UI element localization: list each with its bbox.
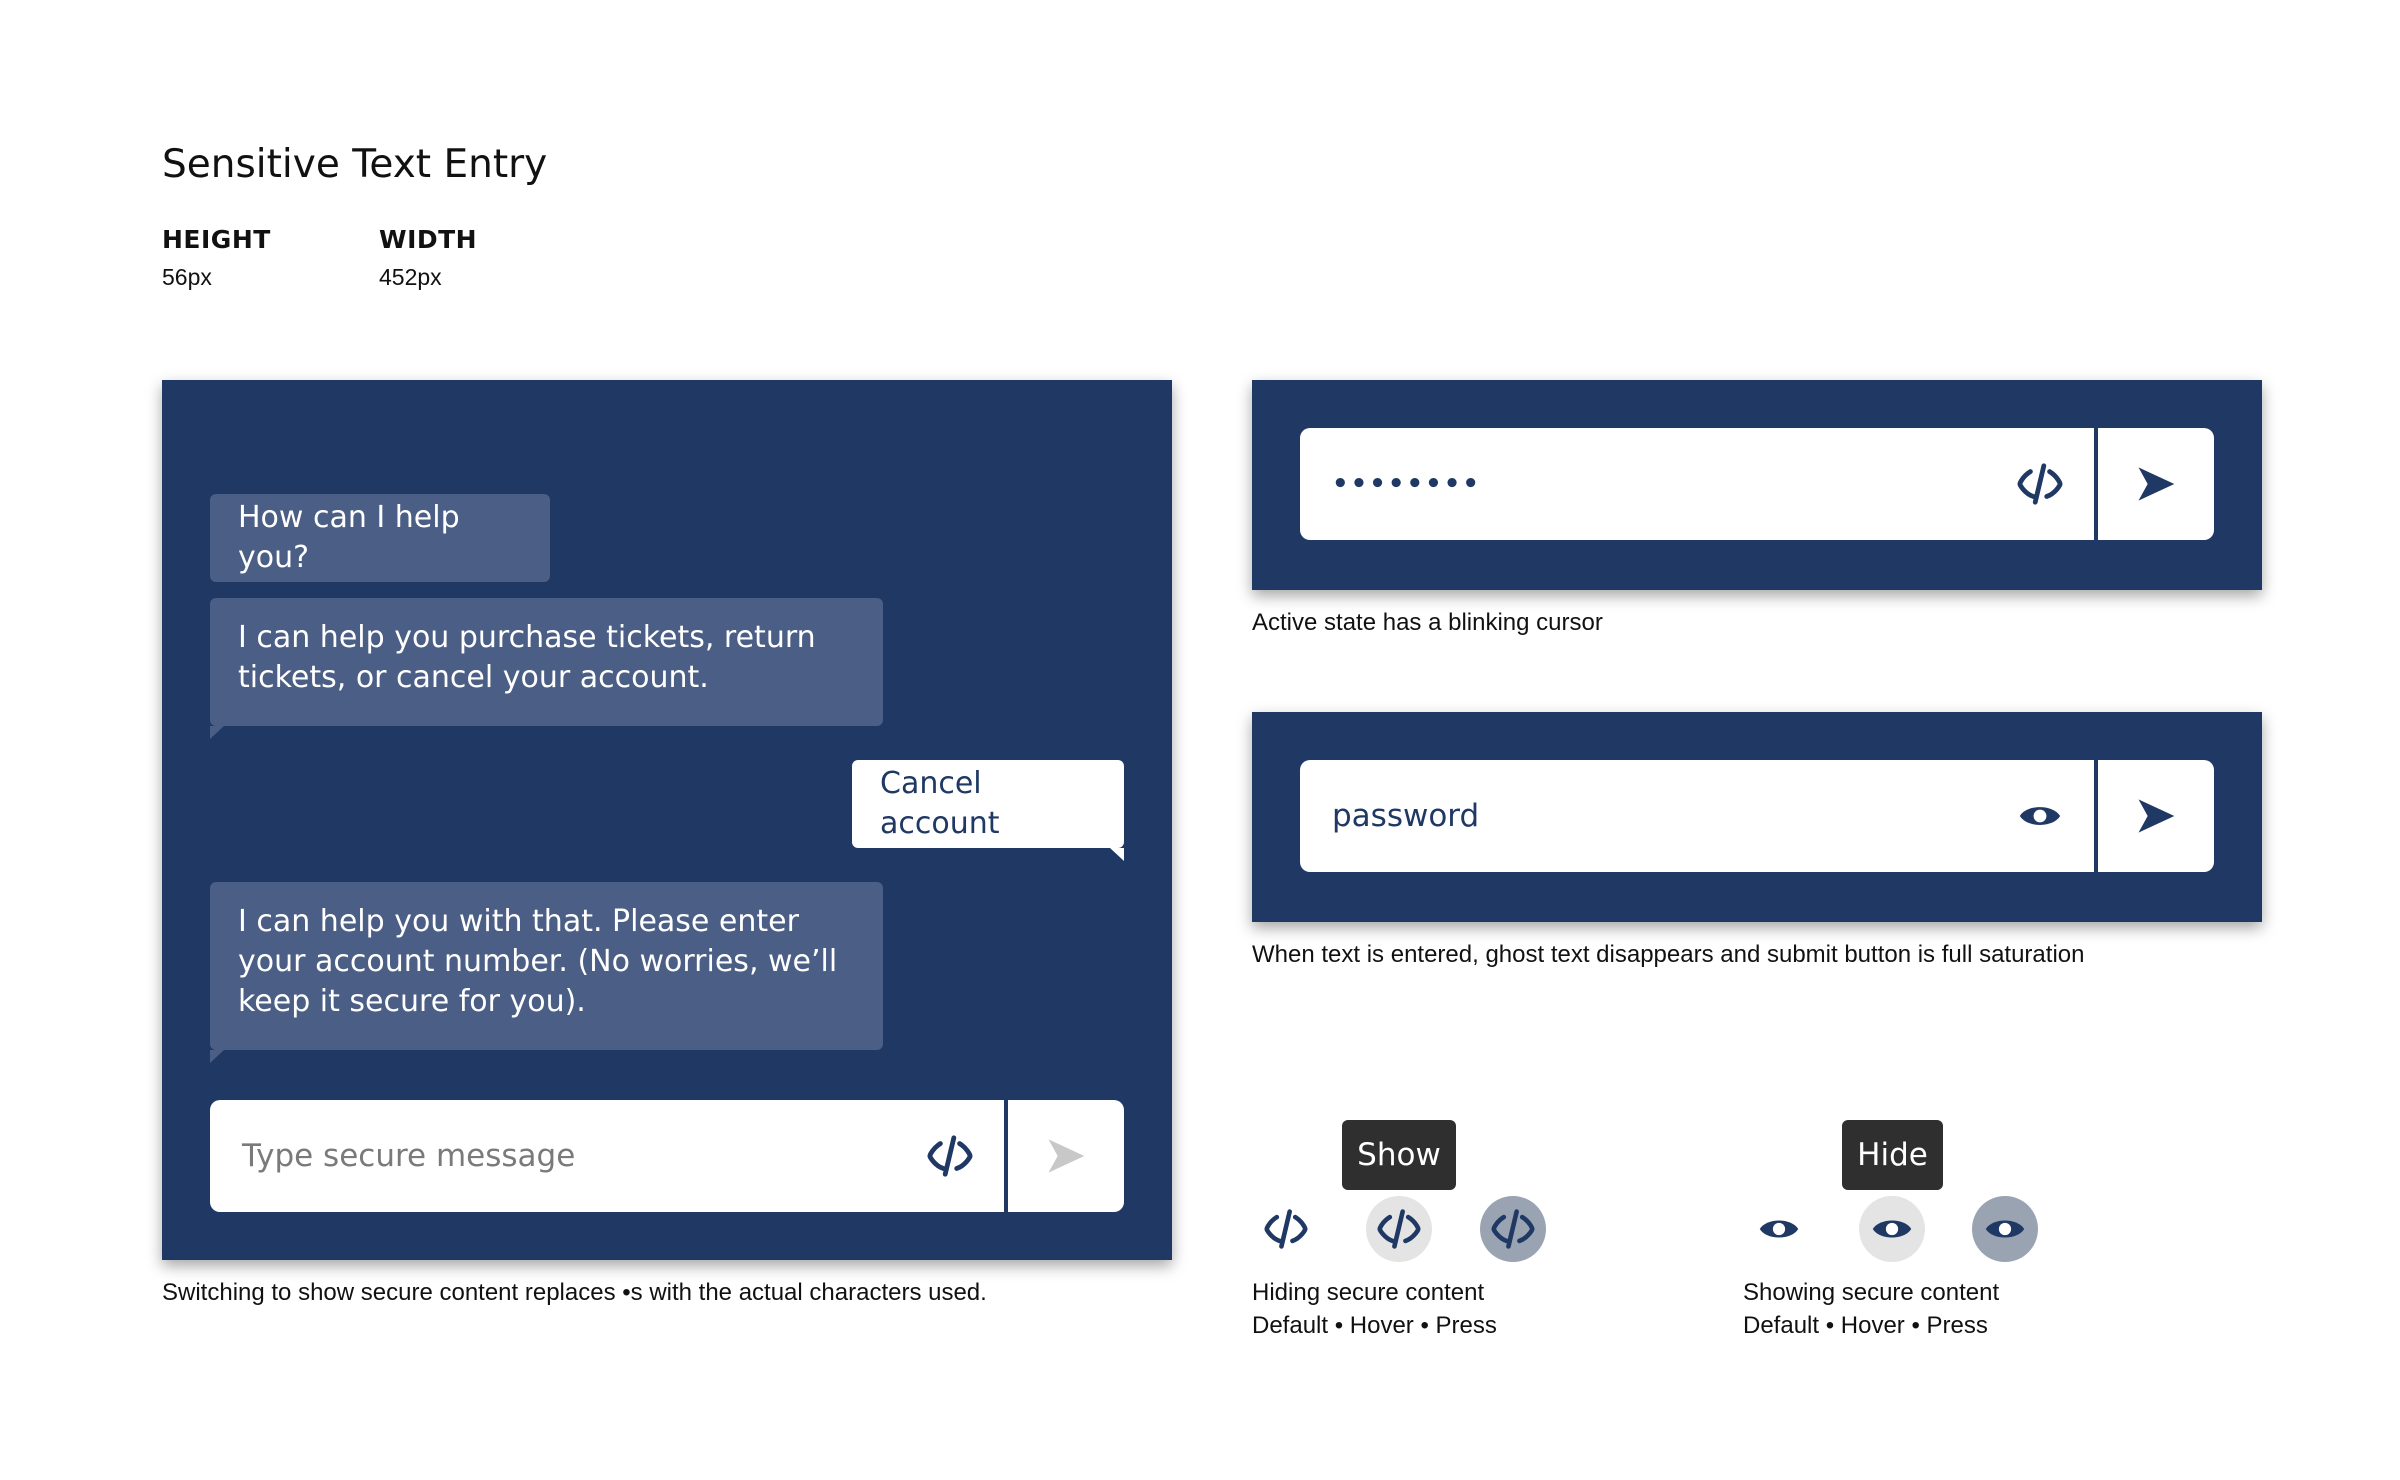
secure-input[interactable]	[1300, 428, 1986, 540]
height-value: 56px	[162, 264, 212, 290]
chat-message-bot	[210, 882, 883, 1050]
eye-hover-button[interactable]	[1859, 1196, 1925, 1262]
bubble-tail	[210, 726, 224, 739]
secure-input[interactable]	[1300, 760, 1986, 872]
show-tooltip: Show	[1342, 1120, 1456, 1190]
eye-icon	[1871, 1208, 1913, 1250]
active-state-panel	[1252, 380, 2262, 590]
secure-message-input[interactable]	[210, 1100, 896, 1212]
eye-slash-icon	[2017, 461, 2063, 507]
eye-default-button[interactable]	[1746, 1196, 1812, 1262]
chat-message-bot	[210, 598, 883, 726]
bubble-tail	[210, 1050, 224, 1063]
revealed-value: password	[1332, 798, 1480, 834]
width-label: WIDTH	[379, 225, 478, 254]
input-placeholder: Type secure message	[242, 1138, 576, 1174]
show-secure-content-button[interactable]	[1986, 428, 2094, 540]
send-button[interactable]	[1008, 1100, 1124, 1212]
eye-slash-icon	[1491, 1207, 1535, 1251]
hide-states-sublabel: Default • Hover • Press	[1252, 1312, 1497, 1339]
chat-message-text: I can help you with that. Please enter your account number. (No worries, we’ll keep it secure for you).	[238, 904, 838, 1019]
eye-icon	[1984, 1208, 2026, 1250]
eye-slash-icon	[1264, 1207, 1308, 1251]
show-states-sublabel: Default • Hover • Press	[1743, 1312, 1988, 1339]
page-title: Sensitive Text Entry	[162, 142, 548, 187]
show-secure-content-button[interactable]	[896, 1100, 1004, 1212]
eye-press-button[interactable]	[1972, 1196, 2038, 1262]
send-arrow-icon	[2136, 796, 2176, 836]
entered-state-panel	[1252, 712, 2262, 922]
eye-slash-icon	[927, 1133, 973, 1179]
send-arrow-icon	[1046, 1136, 1086, 1176]
send-arrow-icon	[2136, 464, 2176, 504]
masked-value: ••••••••	[1332, 469, 1481, 499]
chat-caption: Switching to show secure content replaces •s with the actual characters used.	[162, 1279, 987, 1306]
send-button[interactable]	[2098, 428, 2214, 540]
hide-tooltip: Hide	[1842, 1120, 1943, 1190]
chat-panel	[162, 380, 1172, 1260]
send-button[interactable]	[2098, 760, 2214, 872]
eye-slash-press-button[interactable]	[1480, 1196, 1546, 1262]
hide-secure-content-button[interactable]	[1986, 760, 2094, 872]
height-label: HEIGHT	[162, 225, 271, 254]
hide-states-caption: Hiding secure content	[1252, 1279, 1485, 1306]
chat-message-user	[852, 760, 1124, 848]
chat-message-bot	[210, 494, 550, 582]
secure-input-bar	[1300, 428, 2214, 540]
width-value: 452px	[379, 264, 442, 290]
chat-message-text: How can I help you?	[238, 500, 460, 575]
active-state-caption: Active state has a blinking cursor	[1252, 609, 1603, 636]
eye-icon	[1758, 1208, 1800, 1250]
secure-input-bar	[1300, 760, 2214, 872]
chat-message-text: Cancel account	[880, 766, 1000, 841]
show-states-caption: Showing secure content	[1743, 1279, 2000, 1306]
eye-slash-hover-button[interactable]	[1366, 1196, 1432, 1262]
entered-state-caption: When text is entered, ghost text disappears and submit button is full saturation	[1252, 941, 2085, 968]
bubble-tail	[1110, 848, 1124, 861]
chat-message-text: I can help you purchase tickets, return tickets, or cancel your account.	[238, 620, 816, 695]
eye-icon	[2018, 794, 2062, 838]
eye-slash-default-button[interactable]	[1253, 1196, 1319, 1262]
secure-message-input-bar	[210, 1100, 1124, 1212]
eye-slash-icon	[1377, 1207, 1421, 1251]
